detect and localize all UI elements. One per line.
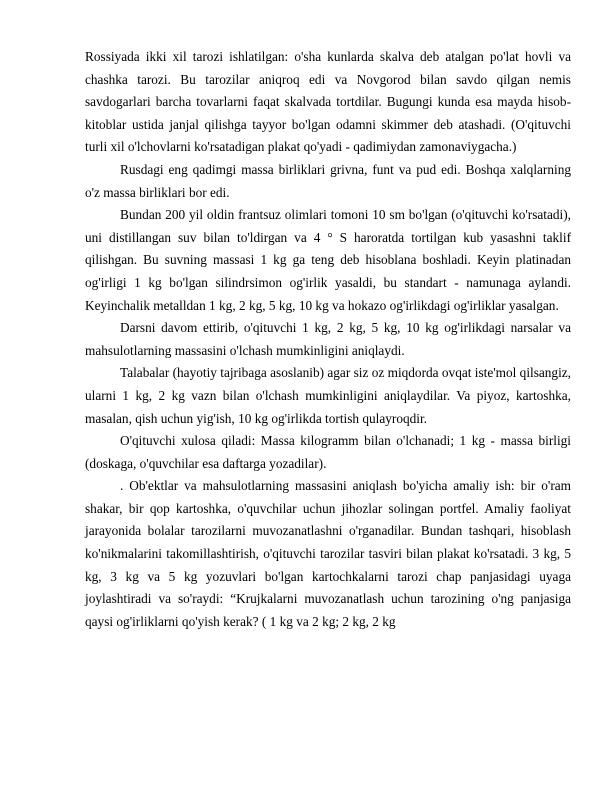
paragraph-teacher-conclusion: O'qituvchi xulosa qiladi: Massa kilogramm bilan o'lchanadi; 1 kg - massa birligi (doskaga, o'quvchilar esa daftarga yozadilar). (85, 433, 571, 471)
paragraph-scales-history: Rossiyada ikki xil tarozi ishlatilgan: o'sha kunlarda skalva deb atalgan po'lat hovli va chashka tarozi. Bu tarozilar aniqroq edi va Novgorod bilan savdo qilgan nemis savdogarlari barcha tovarlarni faqat skalvada tortdilar. Bugungi kunda esa mayda hisob-kitoblar ustida janjal qilishga tayyor bo'lgan odamni skimmer deb atashadi. (O'qituvchi turli xil o'lchovlarni ko'rsatadigan plakat qo'yadi - qadimiydan zamonaviygacha.) (85, 49, 571, 155)
paragraph-lesson-continuation: Darsni davom ettirib, o'qituvchi 1 kg, 2 kg, 5 kg, 10 kg og'irlikdagi narsalar va mahsulotlarning massasini o'lchash mumkinligini aniqlaydi. (85, 320, 571, 358)
document-page (85, 46, 571, 633)
paragraph-ancient-units: Rusdagi eng qadimgi massa birliklari grivna, funt va pud edi. Boshqa xalqlarning o'z massa birliklari bor edi. (85, 161, 571, 200)
paragraph-practical-work: . Ob'ektlar va mahsulotlarning massasini aniqlash bo'yicha amaliy ish: bir o'ram shakar, bir qop kartoshka, o'quvchilar uchun jihozlar solingan portfel. Amaliy faoliyat jarayonida bolalar tarozilarni muvozanatlashni o'rganadilar. Bundan tashqari, hisoblash ko'nikmalarini takomillashtirish, o'qituvchi tarozilar tasviri bilan plakat ko'rsatadi. 3 kg, 5 kg, 3 kg va 5 kg yozuvlari bo'lgan kartochkalarni tarozi chap panjasidagi uyaga joylashtiradi va so'raydi: “Krujkalarni muvozanatlash uchun tarozining o'ng panjasiga qaysi og'irliklarni qo'yish kerak? ( 1 kg va 2 kg; 2 kg, 2 kg (85, 478, 571, 629)
paragraph-students-experience: Talabalar (hayotiy tajribaga asoslanib) agar siz oz miqdorda ovqat iste'mol qilsangiz, ularni 1 kg, 2 kg vazn bilan o'lchash mumkinligini aniqlaydilar. Va piyoz, kartoshka, masalan, qish uchun yig'ish, 10 kg og'irlikda tortish qulayroqdir. (85, 365, 571, 426)
paragraph-kilogram-standard: Bundan 200 yil oldin frantsuz olimlari tomoni 10 sm bo'lgan (o'qituvchi ko'rsatadi), uni distillangan suv bilan to'ldirgan va 4 ° S haroratda tortilgan kub yasashni taklif qilishgan. Bu suvning massasi 1 kg ga teng deb hisoblana boshladi. Keyin platinadan og'irligi 1 kg bo'lgan silindrsimon og'irlik yasaldi, bu standart - namunaga aylandi. Keyinchalik metalldan 1 kg, 2 kg, 5 kg, 10 kg va hokazo og'irlikdagi og'irliklar yasalgan. (85, 207, 571, 313)
